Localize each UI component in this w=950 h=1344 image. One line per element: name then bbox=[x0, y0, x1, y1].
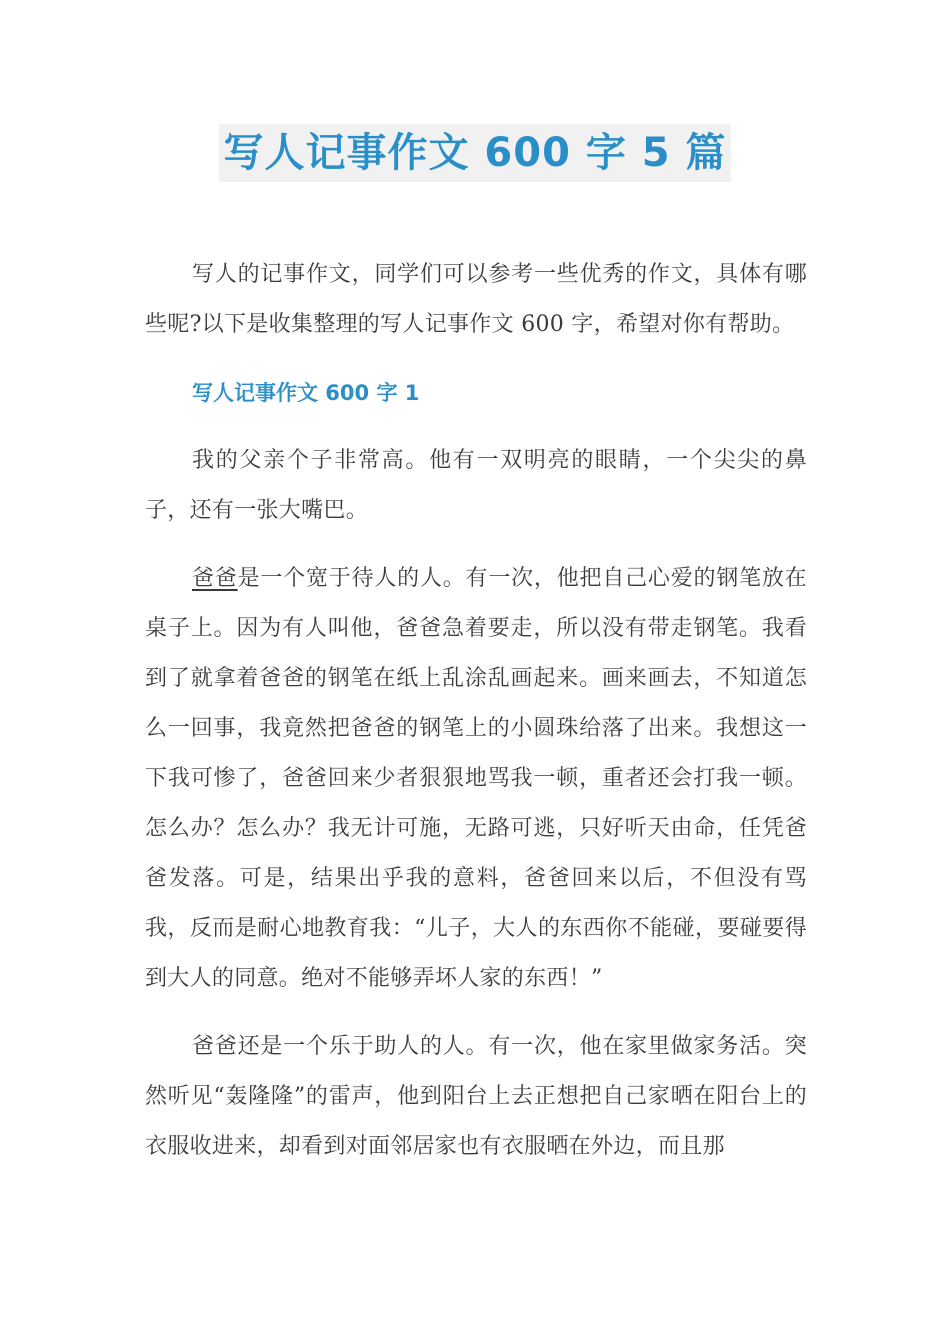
section-heading-1: 写人记事作文 600 字 1 bbox=[192, 381, 420, 405]
underlined-word: 爸爸 bbox=[192, 566, 238, 591]
body-paragraph-3: 爸爸还是一个乐于助人的人。有一次，他在家里做家务活。突然听见“轰隆隆”的雷声，他到阳台上去正想把自己家晒在阳台上的衣服收进来，却看到对面邻居家也有衣服晒在外边，而且那 bbox=[145, 1034, 807, 1159]
body-paragraph-2 bbox=[145, 554, 807, 1004]
intro-paragraph: 写人的记事作文，同学们可以参考一些优秀的作文，具体有哪些呢?以下是收集整理的写人记事作文 600 字，希望对你有帮助。 bbox=[145, 262, 807, 337]
body-paragraph-1: 我的父亲个子非常高。他有一双明亮的眼睛，一个尖尖的鼻子，还有一张大嘴巴。 bbox=[145, 448, 807, 523]
paragraph-2-text: 是一个宽于待人的人。有一次，他把自己心爱的钢笔放在桌子上。因为有人叫他，爸爸急着要走，所以没有带走钢笔。我看到了就拿着爸爸的钢笔在纸上乱涂乱画起来。画来画去，不知道怎么一回事，我竟然把爸爸的钢笔上的小圆珠给落了出来。我想这一下我可惨了，爸爸回来少者狠狠地骂我一顿，重者还会打我一顿。怎么办？怎么办？我无计可施，无路可逃，只好听天由命，任凭爸爸发落。可是，结果出乎我的意料，爸爸回来以后，不但没有骂我，反而是耐心地教育我：“儿子，大人的东西你不能碰，要碰要得到大人的同意。绝对不能够弄坏人家的东西！” bbox=[145, 566, 807, 991]
spacer bbox=[145, 536, 807, 554]
document-body bbox=[145, 250, 807, 1172]
spacer bbox=[145, 1004, 807, 1022]
title-area bbox=[0, 124, 950, 182]
document-title: 写人记事作文 600 字 5 篇 bbox=[219, 124, 730, 182]
spacer bbox=[145, 350, 807, 368]
spacer bbox=[145, 418, 807, 436]
